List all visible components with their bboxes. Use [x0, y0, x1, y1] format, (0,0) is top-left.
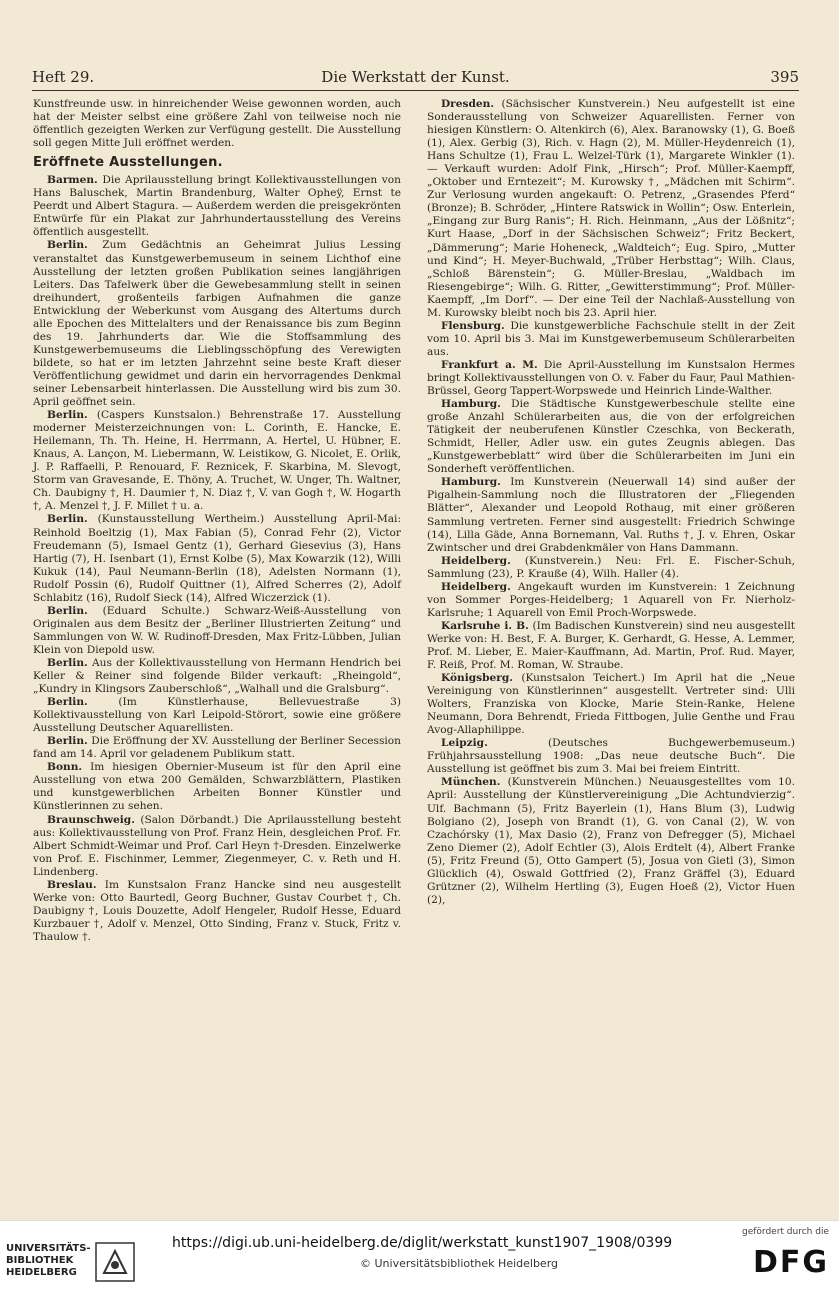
entry-paragraph — [427, 476, 795, 554]
entry-text: Im Kunstsalon Franz Hancke sind neu ausgestellt Werke von: Otto Baurtedl, Georg Buchner, Gustav Courbet †, Ch. Daubigny †, Louis Douzette, Adolf Hengeler, Rudolf Hesse, Eduard Kurzbauer †, Adolf v. Menzel, Otto Sinding, Franz v. Stuck, Fritz v. Thaulow †. — [33, 878, 401, 943]
entry-city: Königsberg. — [441, 672, 513, 685]
entry-city: Berlin. — [47, 604, 88, 617]
dfg-funding — [719, 1227, 829, 1289]
entry-text: Die Aprilausstellung bringt Kollektivausstellungen von Hans Baluschek, Martin Brandenburg, Walter Opheÿ, Ernst te Peerdt und Albert Stagura. — Außerdem werden die preisgekrönten Entwürfe für ein Plakat zur Jahrhundertausstellung des Vereins öffentlich ausgestellt. — [33, 174, 401, 239]
entry-paragraph — [33, 879, 401, 944]
entry-city: Berlin. — [47, 696, 88, 709]
entry-paragraph — [33, 735, 401, 761]
copyright-text: © Universitätsbibliothek Heidelberg — [360, 1257, 559, 1270]
entry-paragraph — [427, 672, 795, 737]
right-column — [427, 98, 795, 907]
entry-text: Aus der Kollektivausstellung von Hermann Hendrich bei Keller & Reiner sind folgende Bilder verkauft: „Rheingold“, „Kundry in Klingsors Zauberschloß“, „Walhall und die Gralsburg“. — [33, 656, 401, 696]
left-entries — [33, 174, 401, 944]
entry-city: Heidelberg. — [441, 554, 511, 567]
entry-city: Berlin. — [47, 409, 88, 422]
entry-text: (Eduard Schulte.) Schwarz-Weiß-Ausstellung von Originalen aus dem Besitz der „Berliner Illustrierten Zeitung“ und Sammlungen von W. W. Rudinoff-Dresden, Max Fritz-Lübben, Julian Klein von Diepold usw. — [33, 604, 401, 656]
entry-paragraph — [33, 513, 401, 604]
entry-paragraph — [427, 737, 795, 776]
entry-city: Flensburg. — [441, 319, 505, 332]
header-rule — [32, 90, 799, 91]
entry-text: (Kunstsalon Teichert.) Im April hat die „Neue Vereinigung von Künstlerinnen“ ausgestellt. Vertreter sind: Ulli Wolters, Franziska von Klocke, Marie Stein-Ranke, Helene Neumann, Dora Behrendt, Frieda Fittbogen, Julie Genthe und Frau Avog-Allaphilippe. — [427, 672, 796, 737]
entry-text: (Im Künstlerhause, Bellevuestraße 3) Kollektivausstellung von Karl Leipold-Störort, sowie eine größere Ausstellung Deutscher Aquarellisten. — [33, 696, 401, 735]
entry-text: Die Eröffnung der XV. Ausstellung der Berliner Secession fand am 14. April vor geladenem Publikum statt. — [33, 735, 401, 761]
entry-city: Hamburg. — [441, 398, 501, 411]
entry-city: Barmen. — [47, 174, 98, 187]
entry-city: Bonn. — [47, 761, 83, 774]
entry-paragraph — [33, 657, 401, 696]
journal-title: Die Werkstatt der Kunst. — [321, 68, 510, 86]
entry-text: (Salon Dörbandt.) Die Aprilausstellung besteht aus: Kollektivausstellung von Prof. Franz Hein, desgleichen Prof. Fr. Albert Schmidt-Weimar und Prof. Carl Heyn †-Dresden. Einzelwerke von Prof. E. Fischinmer, Lemmer, Ziegenmeyer, C. v. Reth und H. Lindenberg. — [33, 813, 402, 878]
entry-paragraph — [427, 398, 795, 476]
entry-city: Berlin. — [47, 513, 88, 526]
entry-city: Braunschweig. — [47, 813, 135, 826]
library-name: UNIVERSITÄTS- BIBLIOTHEK HEIDELBERG — [6, 1243, 91, 1278]
entry-text: (Deutsches Buchgewerbemuseum.) Frühjahrsausstellung 1908: „Das neue deutsche Buch“. Die Ausstellung ist geöffnet bis zum 3. Mai bei freiem Eintritt. — [427, 737, 795, 776]
entry-text: Angekauft wurden im Kunstverein: 1 Zeichnung von Sommer Porges-Heidelberg; 1 Aquarell von Fr. Nierholz-Karlsruhe; 1 Aquarell von Emil Proch-Worpswede. — [427, 580, 795, 619]
entry-text: (Kunstverein.) Neu: Frl. E. Fischer-Schuh, Sammlung (23), P. Krauße (4), Wilh. Haller (4). — [427, 554, 795, 580]
entry-text: (Caspers Kunstsalon.) Behrenstraße 17. Ausstellung moderner Meisterzeichnungen von: L. Corinth, E. Hancke, E. Heilemann, Th. Th. Heine, H. Herrmann, A. Hertel, U. Hübner, E. Knaus, A. Lançon, M. Liebermann, W. Leistikow, G. Nicolet, E. Orlik, J. P. Raffaelli, P. Renouard, F. Reznicek, F. Skarbina, M. Slevogt, Storm van Gravesande, E. Thöny, A. Truchet, W. Unger, Th. Waltner, Ch. Daubigny †, H. Daumier †, N. Diaz †, V. van Gogh †, W. Hogarth †, A. Menzel †, J. F. Millet † u. a. — [33, 409, 401, 513]
entry-city: Breslau. — [47, 878, 97, 891]
entry-text: Die kunstgewerbliche Fachschule stellt in der Zeit vom 10. April bis 3. Mai im Kunstgewerbemuseum Schülerarbeiten aus. — [427, 319, 795, 358]
section-title: Eröffnete Ausstellungen. — [33, 155, 223, 171]
entry-city: Berlin. — [47, 656, 88, 669]
entry-text: (Kunstverein München.) Neuausgestelltes vom 10. April: Ausstellung der Künstlervereinigung „Die Achtundvierzig“. Ulf. Bachmann (5), Fritz Bayerlein (1), Hans Blum (3), Ludwig Bolgiano (2), Joseph von Brandt (1), G. von Canal (2), W. von Czachórsky (1), Max Dasio (2), Franz von Defregger (5), Michael Zeno Diemer (2), Adolf Echtler (3), Alois Erdtelt (4), Albert Franke (5), Fritz Freund (5), Otto Gampert (5), Josua von Gietl (3), Simon Glücklich (4), Oswald Gottfried (2), Franz Gräffel (3), Eduard Grützner (2), Wilhelm Hertling (3), Eugen Hoeß (2), Victor Huen (2), — [427, 776, 795, 906]
funded-by-label: gefördert durch die — [742, 1227, 829, 1237]
entry-paragraph — [427, 620, 795, 672]
entry-city: Berlin. — [47, 735, 88, 748]
entry-text: (Kunstausstellung Wertheim.) Ausstellung April-Mai: Reinhold Boeltzig (1), Max Fabian (5), Conrad Fehr (2), Victor Freudemann (5), Ismael Gentz (1), Gerhard Giesevius (3), Hans Hartig (7), H. Isenbart (1), Ernst Kolbe (5), Max Kowarzik (12), Willi Kukuk (14), Paul Neumann-Berlin (18), Adelsten Normann (1), Rudolf Possin (6), Rudolf Quittner (1), Alfred Scherres (2), Adolf Schlabitz (16), Rudolf Sieck (14), Alfred Wiczerzick (1). — [33, 513, 402, 604]
entry-text: Im hiesigen Obernier-Museum ist für den April eine Ausstellung von etwa 200 Gemälden, Schwarzblättern, Plastiken und kunstgewerblichen Arbeiten Bonner Künstler und Künstlerinnen zu sehen. — [33, 761, 402, 813]
entry-paragraph — [33, 409, 401, 513]
entry-city: München. — [441, 776, 501, 789]
entry-text: Im Kunstverein (Neuerwall 14) sind außer der Pigalhein-Sammlung noch die Illustratoren der „Fliegenden Blätter“, Alexander und Leopold Rothaug, mit einer größeren Sammlung vertreten. Ferner sind ausgestellt: Friedrich Schwinge (14), Lilla Gäde, Anna Bornemann, Val. Ruths †, J. v. Ehren, Oskar Zwintscher und drei Grabdenkmäler von Hans Dammann. — [427, 476, 795, 554]
entry-paragraph — [427, 776, 795, 906]
entry-text: Die April-Ausstellung im Kunstsalon Hermes bringt Kollektivausstellungen von O. v. Faber du Faur, Paul Mathien-Brüssel, Georg Tappert-Worpswede und Heinrich Linde-Walther. — [427, 358, 795, 398]
entry-city: Karlsruhe i. B. — [441, 619, 529, 632]
library-logo[interactable] — [6, 1235, 146, 1285]
right-entries — [427, 98, 795, 907]
entry-city: Frankfurt a. M. — [441, 358, 538, 371]
entry-paragraph — [427, 555, 795, 581]
footer-bar — [0, 1220, 839, 1293]
issue-number: Heft 29. — [32, 68, 95, 86]
entry-city: Dresden. — [441, 98, 495, 110]
entry-city: Hamburg. — [441, 476, 501, 489]
entry-paragraph — [33, 814, 401, 879]
entry-paragraph — [33, 761, 401, 813]
running-head — [32, 68, 799, 90]
entry-city: Leipzig. — [441, 737, 488, 750]
entry-city: Berlin. — [47, 239, 88, 252]
entry-text: (Im Badischen Kunstverein) sind neu ausgestellt Werke von: H. Best, F. A. Burger, K. Gerhardt, G. Hesse, A. Lemmer, Prof. M. Lieber, E. Maier-Kauffmann, Ad. Martin, Prof. Rud. Mayer, F. Reiß, Prof. M. Roman, W. Straube. — [427, 619, 795, 672]
entry-paragraph — [427, 359, 795, 398]
page-number: 395 — [770, 68, 799, 86]
intro-paragraph: Kunstfreunde usw. in hinreichender Weise gewonnen worden, auch hat der Meister selbst eine größere Zahl von teilweise noch nie öffentlich gezeigten Werken zur Verfügung gestellt. Die Ausstellung soll gegen Mitte Juli eröffnet werden. — [33, 98, 401, 150]
entry-city: Heidelberg. — [441, 580, 511, 593]
entry-paragraph — [33, 239, 401, 409]
library-emblem-icon — [94, 1241, 136, 1283]
entry-paragraph — [427, 98, 795, 320]
entry-paragraph — [33, 696, 401, 735]
document-url-link[interactable]: https://digi.ub.uni-heidelberg.de/diglit/werkstatt_kunst1907_1908/0399 — [172, 1235, 673, 1251]
entry-text: Die Städtische Kunstgewerbeschule stellte eine große Anzahl Schülerarbeiten aus, die von der erfolgreichen Tätigkeit der neuberufenen Künstler Czeschka, von Beckerath, Schmidt, Heller, Adler usw. ein gutes Zeugnis ablegen. Das „Kunstgewerbeblatt“ wird über die Schülerarbeiten im Juni ein Sonderheft veröffentlichen. — [427, 398, 795, 476]
entry-paragraph — [427, 320, 795, 359]
left-column — [33, 98, 401, 944]
entry-paragraph — [33, 174, 401, 239]
entry-text: (Sächsischer Kunstverein.) Neu aufgestellt ist eine Sonderausstellung von Schweizer Aquarellisten. Ferner von hiesigen Künstlern: O. Altenkirch (6), Alex. Baranowsky (1), G. Boeß (1), Alex. Gerbig (3), Rich. v. Hagn (2), M. Müller-Heydenreich (1), Hans Schultze (1), Frau L. Welzel-Türk (1), Margarete Winkler (1). — Verkauft wurden: Adolf Fink, „Hirsch“; Prof. Müller-Kaempff, „Oktober und Erntezeit“; M. Kurowsky †, „Mädchen mit Schirm“. Zur Verlosung wurden angekauft: O. Petrenz, „Grasendes Pferd“ (Bronze); B. Schröder, „Hintere Ratswick in Wollin“; Osw. Enterlein, „Eingang zur Burg Ranis“; H. Rich. Heinmann, „Aus der Lößnitz“; Kurt Haase, „Dorf in der Sächsischen Schweiz“; Fritz Beckert, „Dämmerung“; Marie Hoheneck, „Waldteich“; Eug. Spiro, „Mutter und Kind“; H. Meyer-Buchwald, „Trüber Herbsttag“; Wilh. Claus, „Schloß Bärenstein“; G. Müller-Breslau, „Waldbach im Riesengebirge“; Wilh. G. Ritter, „Gewitterstimmung“; Prof. Müller-Kaempff, „Im Dorf“. — Der eine Teil der Nachlaß-Ausstellung von M. Kurowsky bleibt noch bis 23. April hier. — [427, 98, 795, 319]
entry-text: Zum Gedächtnis an Geheimrat Julius Lessing veranstaltet das Kunstgewerbemuseum in seinem Lichthof eine Ausstellung der letzten großen Publikation seines langjährigen Leiters. Das Tafelwerk über die Gewebesammlung stellt in seinen dreihundert, großenteils farbigen Aufnahmen die ganze Entwicklung der Weberkunst vom Ausgang des Altertums durch alle Epochen des Mittelalters und der Renaissance bis zum Beginn des 19. Jahrhunderts dar. Wie die Stoffsammlung des Kunstgewerbemuseums die Lieblingsschöpfung des Verewigten bildete, so hat er im letzten Jahrzehnt seine beste Kraft dieser Veröffentlichung gewidmet und darin ein hervorragendes Denkmal seiner Lebensarbeit hinterlassen. Die Ausstellung wird bis zum 30. April geöffnet sein. — [33, 239, 401, 409]
entry-paragraph — [33, 605, 401, 657]
entry-paragraph — [427, 581, 795, 620]
dfg-logo: DFG — [752, 1245, 829, 1280]
